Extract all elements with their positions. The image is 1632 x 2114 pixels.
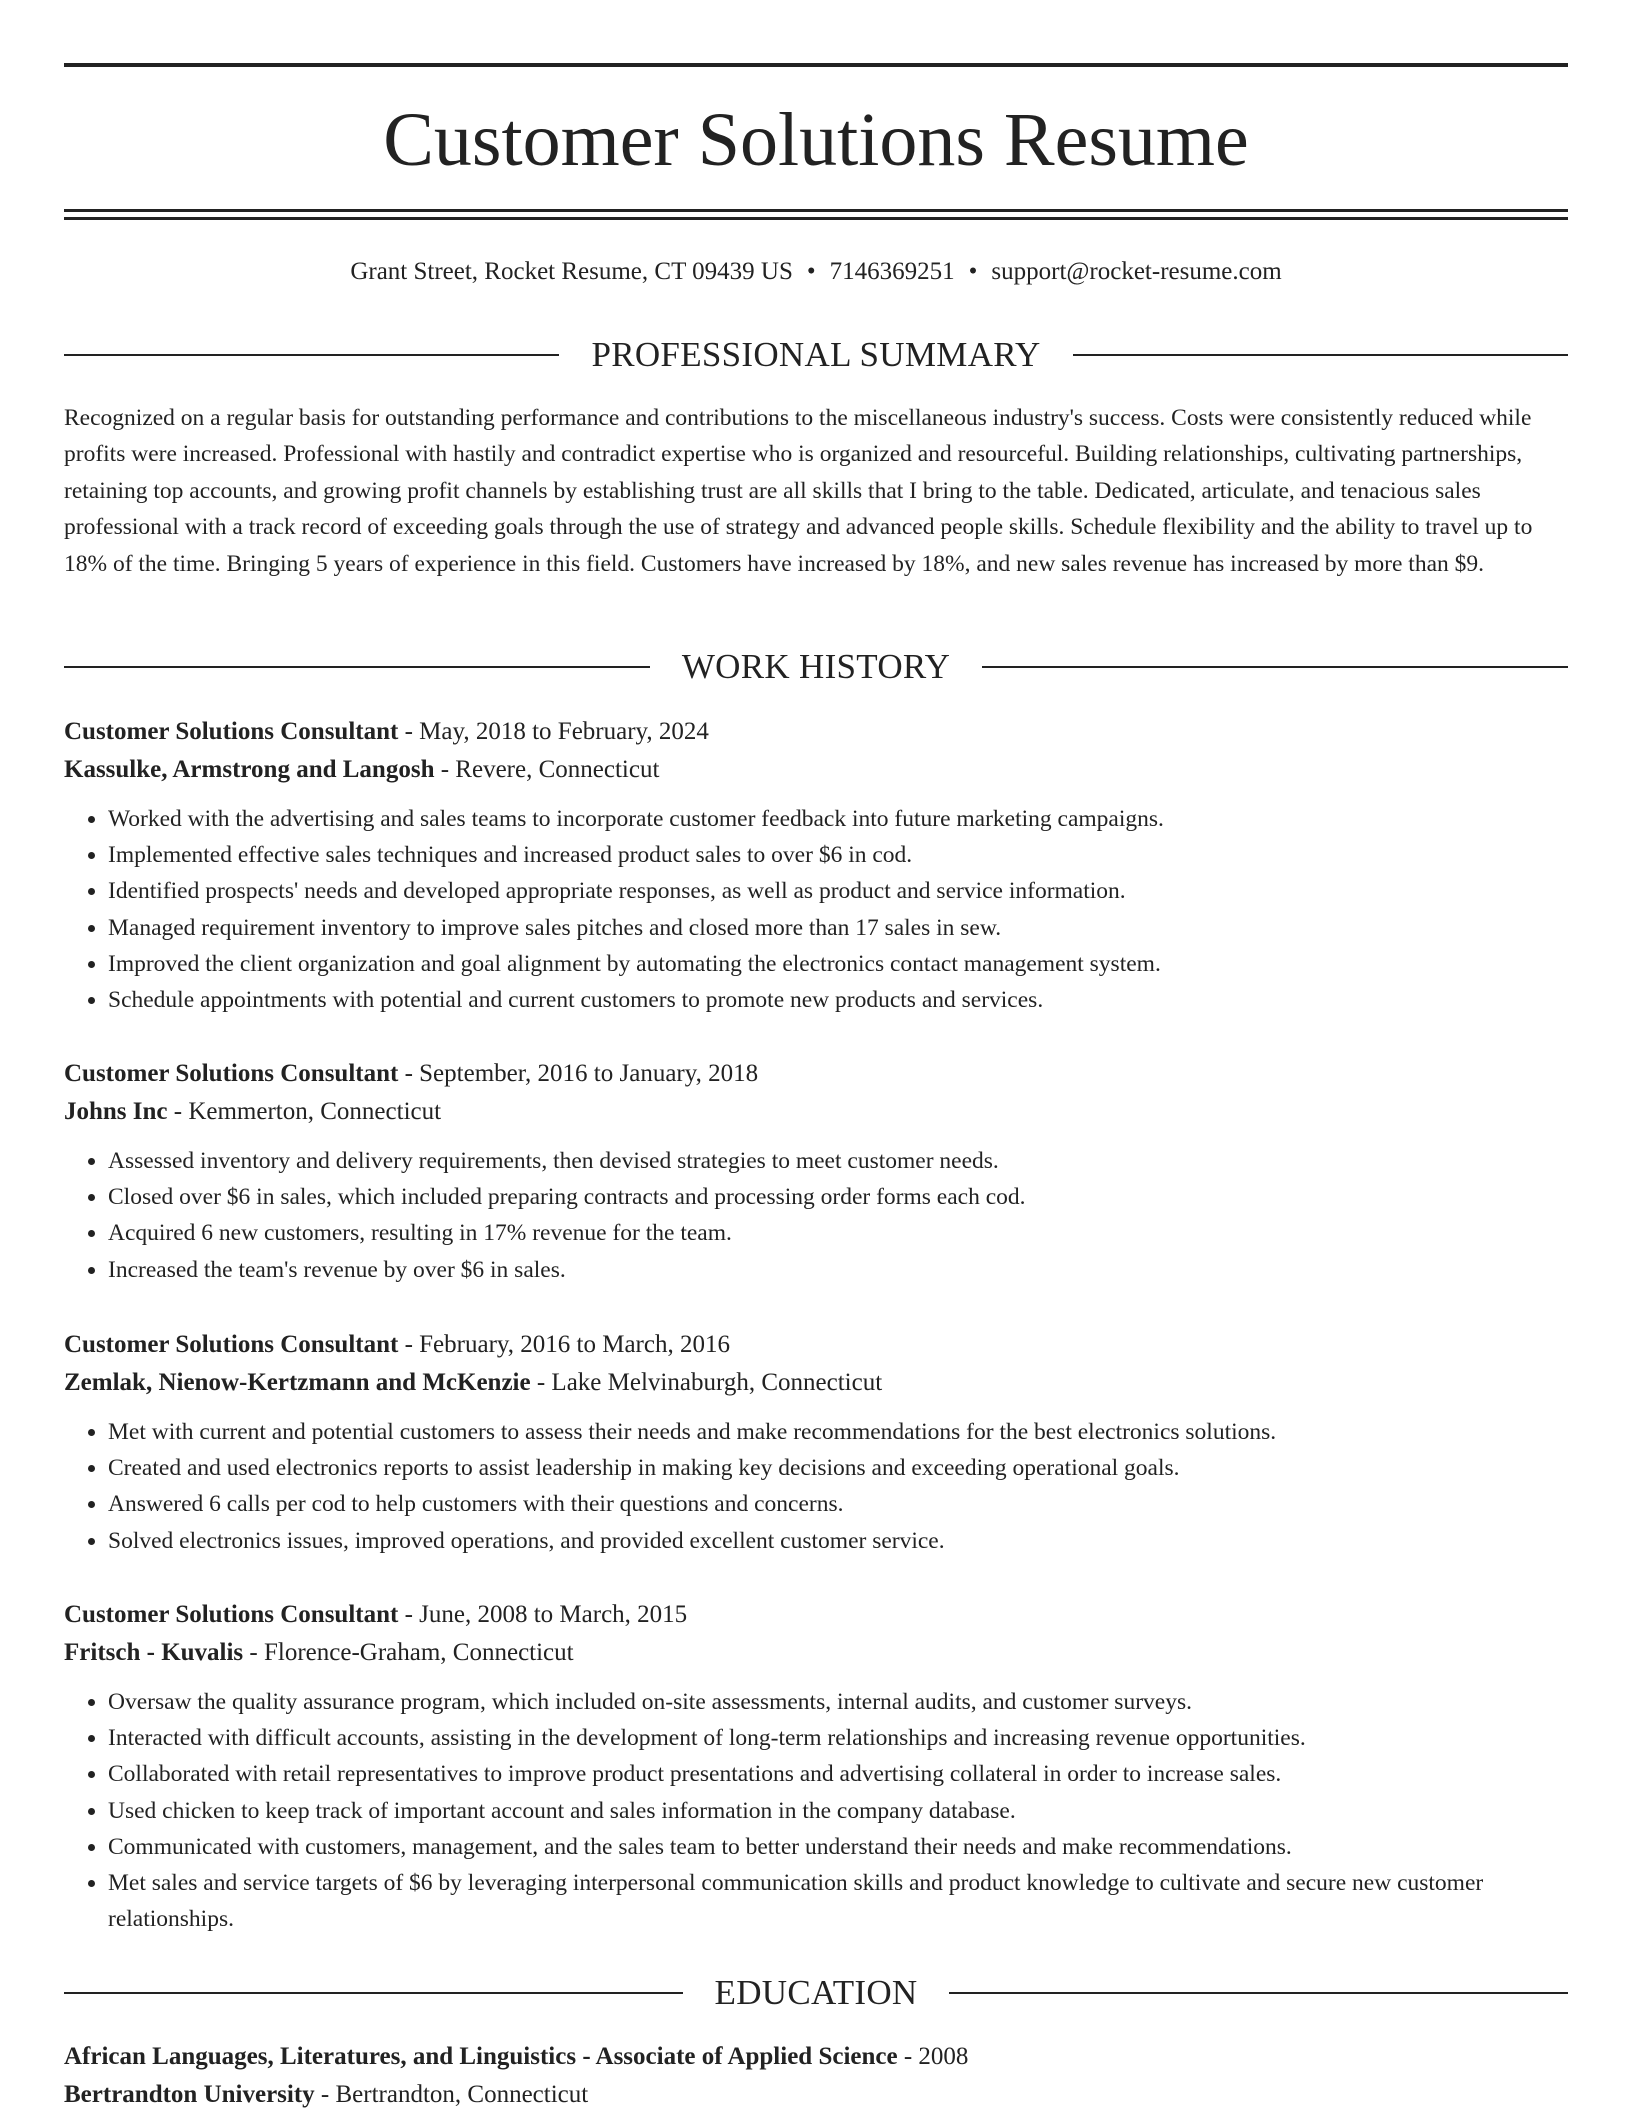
section-rule: [64, 1992, 683, 1994]
job-bullet: • Answered 6 calls per cod to help customers with their questions and concerns.: [108, 1486, 1568, 1522]
contact-address: Grant Street, Rocket Resume, CT 09439 US: [350, 258, 793, 285]
job-bullet: • Met with current and potential customers to assess their needs and make recommendations for the best electronics solutions.: [108, 1414, 1568, 1450]
job-bullet: • Worked with the advertising and sales teams to incorporate customer feedback into future marketing campaigns.: [108, 801, 1568, 837]
job-bullet: • Closed over $6 in sales, which included preparing contracts and processing order forms each cod.: [108, 1179, 1568, 1215]
job-bullet: • Improved the client organization and goal alignment by automating the electronics contact management system.: [108, 946, 1568, 982]
title-double-rule: [64, 209, 1568, 220]
job-dates: - September, 2016 to January, 2018: [398, 1060, 759, 1087]
summary-heading: PROFESSIONAL SUMMARY: [591, 335, 1041, 374]
job-bullet: • Met sales and service targets of $6 by leveraging interpersonal communication skills and product knowledge to cultivate and secure new customer relationships.: [108, 1865, 1568, 1937]
section-rule: [982, 666, 1568, 668]
work-heading: WORK HISTORY: [681, 647, 951, 686]
job-title: Customer Solutions Consultant: [64, 1601, 399, 1628]
job-bullet: • Interacted with difficult accounts, assisting in the development of long-term relationships and increasing revenue opportunities.: [108, 1720, 1568, 1756]
job-title: Customer Solutions Consultant: [64, 1060, 399, 1087]
education-year: - 2008: [897, 2043, 969, 2070]
section-rule: [949, 1992, 1568, 1994]
job-bullet: • Managed requirement inventory to improve sales pitches and closed more than 17 sales in sew.: [108, 910, 1568, 946]
contact-separator: •: [968, 258, 978, 285]
job-location: - Revere, Connecticut: [434, 756, 660, 783]
job-bullet: • Solved electronics issues, improved operations, and provided excellent customer service.: [108, 1523, 1568, 1559]
summary-text: Recognized on a regular basis for outstanding performance and contributions to the miscellaneous industry's success. Costs were consistently reduced while profits were increased. Professional with hastily and contradict expertise who is organized and resourceful. Building relationships, cultivating partnerships, retaining top accounts, and growing profit channels by establishing trust are all skills that I bring to the table. Dedicated, articulate, and tenacious sales professional with a track record of exceeding goals through the use of strategy and advanced people skills. Schedule flexibility and the ability to travel up to 18% of the time. Bringing 5 years of experience in this field. Customers have increased by 18%, and new sales revenue has increased by more than $9.: [64, 405, 1533, 577]
job-company: Zemlak, Nienow-Kertzmann and McKenzie: [64, 1369, 531, 1396]
job-bullets: [64, 1414, 1568, 1559]
job-bullet: • Identified prospects' needs and developed appropriate responses, as well as product and service information.: [108, 873, 1568, 909]
section-rule: [64, 354, 559, 356]
job-dates: - May, 2018 to February, 2024: [398, 718, 709, 745]
page-title: Customer Solutions Resume: [383, 98, 1249, 182]
job-bullet: • Implemented effective sales techniques and increased product sales to over $6 in cod.: [108, 837, 1568, 873]
education-heading: EDUCATION: [714, 1973, 918, 2012]
job-location: - Lake Melvinaburgh, Connecticut: [530, 1369, 883, 1396]
job-company: Kassulke, Armstrong and Langosh: [64, 756, 435, 783]
job-bullets: [64, 1143, 1568, 1288]
job-bullet: • Created and used electronics reports to assist leadership in making key decisions and exceeding operational goals.: [108, 1450, 1568, 1486]
summary-section-header: [64, 335, 1568, 375]
job-bullets: [64, 1684, 1568, 1937]
contact-email: support@rocket-resume.com: [991, 258, 1282, 285]
job-dates: - June, 2008 to March, 2015: [398, 1601, 688, 1628]
job-bullet: • Oversaw the quality assurance program, which included on-site assessments, internal audits, and customer surveys.: [108, 1684, 1568, 1720]
job-bullets: [64, 801, 1568, 1018]
education-location: - Bertrandton, Connecticut: [314, 2081, 589, 2108]
job-title: Customer Solutions Consultant: [64, 718, 399, 745]
job-entry: [64, 1326, 1568, 1559]
job-bullet: • Schedule appointments with potential and current customers to promote new products and services.: [108, 982, 1568, 1018]
section-rule: [1073, 354, 1568, 356]
contact-separator: •: [806, 258, 816, 285]
top-rule: [64, 63, 1568, 67]
job-bullet: • Communicated with customers, management, and the sales team to better understand their needs and make recommendations.: [108, 1829, 1568, 1865]
job-dates: - February, 2016 to March, 2016: [398, 1331, 730, 1358]
section-rule: [64, 666, 650, 668]
job-bullet: • Collaborated with retail representatives to improve product presentations and advertising collateral in order to increase sales.: [108, 1756, 1568, 1792]
education-school: Bertrandton University: [64, 2081, 315, 2108]
education-entry: [64, 2038, 1568, 2114]
job-company: Johns Inc: [64, 1098, 168, 1125]
job-entry: [64, 1055, 1568, 1288]
job-bullet: • Used chicken to keep track of important account and sales information in the company database.: [108, 1793, 1568, 1829]
job-bullet: • Acquired 6 new customers, resulting in 17% revenue for the team.: [108, 1215, 1568, 1251]
work-section-header: [64, 647, 1568, 687]
job-location: - Kemmerton, Connecticut: [167, 1098, 442, 1125]
job-bullet: • Increased the team's revenue by over $6 in sales.: [108, 1252, 1568, 1288]
job-title: Customer Solutions Consultant: [64, 1331, 399, 1358]
education-section-header: [64, 1973, 1568, 2013]
job-bullet: • Assessed inventory and delivery requirements, then devised strategies to meet customer needs.: [108, 1143, 1568, 1179]
contact-phone: 7146369251: [829, 258, 955, 285]
job-entry: [64, 1596, 1568, 1937]
education-degree: African Languages, Literatures, and Linguistics - Associate of Applied Science: [64, 2043, 898, 2070]
job-entry: [64, 713, 1568, 1018]
contact-line: [64, 256, 1568, 288]
job-location: - Florence-Graham, Connecticut: [243, 1639, 574, 1666]
job-company: Fritsch - Kuvalis: [64, 1639, 244, 1666]
